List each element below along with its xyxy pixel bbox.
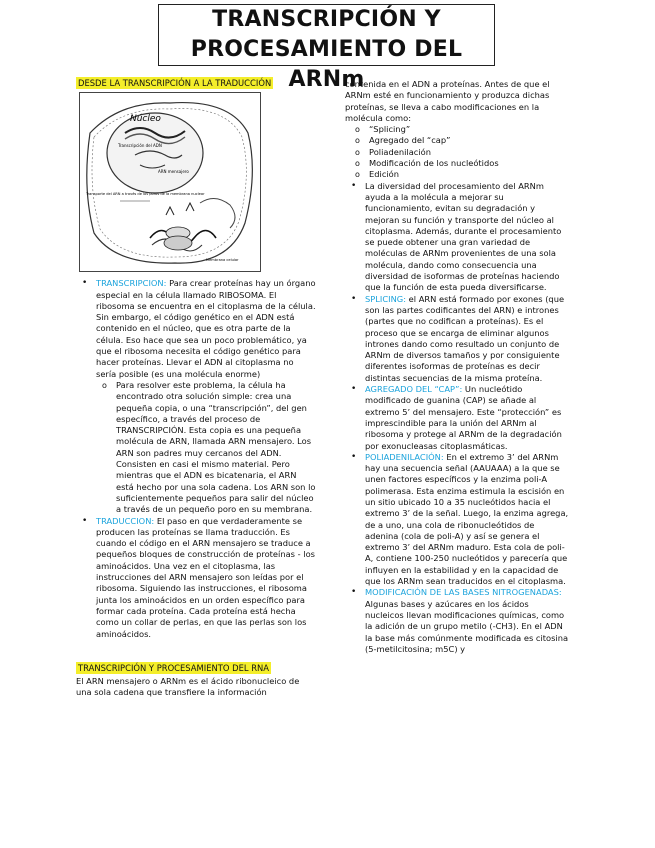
title-line-1: TRANSCRIPCIÓN Y [212, 7, 441, 32]
term-polyadenylation: POLIADENILACIÓN: [365, 451, 444, 462]
label-mrna: ARN mensajero [158, 169, 189, 175]
paragraph-mrna-definition: El ARN mensajero o ARNm es el ácido ribonucleico de una sola cadena que transfiere la información [76, 676, 300, 698]
term-cap: AGREGADO DEL “CAP”: [365, 384, 463, 395]
list-item-base-modification [345, 587, 570, 655]
mod-item-polyadenylation: o Poliadenilación [345, 147, 570, 158]
list-item-cap [345, 384, 570, 452]
left-column [76, 77, 316, 699]
section-heading-processing: TRANSCRIPCIÓN Y PROCESAMIENTO DEL RNA [78, 662, 270, 673]
label-transcription: Transcripción del ADN [118, 143, 162, 149]
text-cap: Un nucleótido modificado de guanina (CAP) se añade al extremo 5’ del mensajero. Este “protección” es imprescindible para la unión del ARNm al ribosoma y protege al ARNm de la degradación por exonucleasas citoplasmáticas. [365, 384, 562, 451]
right-column [345, 79, 570, 655]
list-item-transcription [76, 278, 316, 515]
modifications-list [345, 124, 570, 180]
text-polyadenylation: En el extremo 3’ del ARNm hay una secuencia señal (AAUAAA) a la que se unen factores específicos y la enzima poli-A polimerasa. Esta enzima estimula la escisión en un sitio ubicado 10 a 35 nucleótidos hacia el extremo 3’ de la señal. Luego, la enzima agrega, de a uno, una cola de ribonucleótidos de adenina (cola de poli-A) y así se genera el extremo 3’ del ARNm maduro. Esta cola de poli-A, contiene 100-250 nucleótidos y parecería que influyen en la estabilidad y en la capacidad de que los ARNm sean traducidos en el citoplasma. [365, 451, 569, 587]
label-membrane: Membrana celular [206, 258, 239, 263]
mod-item-cap: o Agregado del “cap” [345, 135, 570, 146]
label-transport: Transporte del ARN a través de los poros de la membrana nuclear [86, 192, 205, 197]
list-item-splicing [345, 294, 570, 384]
nucleus-label: Núcleo [130, 114, 161, 125]
mod-item-editing: o Edición [345, 169, 570, 180]
mod-item-nucleotides: o Modificación de los nucleótidos [345, 158, 570, 169]
list-item-diversity: • La diversidad del procesamiento del ARNm ayuda a la molécula a mejorar su funcionamiento, evitan su degradación y mejoran su función y transporte del núcleo al citoplasma. Además, durante el procesamiento se puede obtener una gran variedad de moléculas de ARNm provenientes de una sola molécula, dando como consecuencia una diversidad de isoformas de proteínas haciendo que la función de esta pueda diversificarse. [345, 181, 570, 294]
mod-item-splicing: o “Splicing” [345, 124, 570, 135]
term-transcription: TRANSCRIPCION: [96, 278, 167, 289]
sub-item-solution: o Para resolver este problema, la célula ha encontrado otra solución simple: crea una pequeña copia, o una “transcripción”, del gen específico, a través del proceso de TRANSCRIPCIÓN. Esta copia es una pequeña molécula de ARN, llamada ARN mensajero. Los ARN son padres muy cercanos del ADN. Consisten en casi el mismo material. Pero mientras que el ADN es bicatenaria, el ARN está hecho por una sola cadena. Los ARN son lo suficientemente pequeños para salir del núcleo a través de un pequeño poro en su membrana. [92, 380, 316, 516]
left-bullet-list [76, 278, 316, 640]
paragraph-continuation: contenida en el ADN a proteínas. Antes de que el ARNm esté en funcionamiento y produzca dichas proteínas, se lleva a cabo modificaciones en la molécula como: [345, 79, 550, 123]
list-item-polyadenylation [345, 452, 570, 588]
cell-diagram-image [79, 92, 261, 272]
title-line-2: PROCESAMIENTO DEL ARNm [190, 37, 463, 92]
text-base-modification: Algunas bases y azúcares en los ácidos nucleicos llevan modificaciones químicas, como la adición de un grupo metilo (-CH3). En el ADN la base más comúnmente modificada es citosina (5-metilcitosina; m5C) y [365, 598, 569, 654]
text-translation: El paso en que verdaderamente se producen las proteínas se llama traducción. Es cuando el código en el ARN mensajero se traduce a pequeños bloques de construcción de proteínas - los aminoácidos. Una vez en el citoplasma, las instrucciones del ARN mensajero son leídas por el ribosoma. Siguiendo las instrucciones, el ribosoma junta los aminoácidos en un orden específico para formar cada proteína. Cada proteína está hecha como un collar de perlas, en que las perlas son los aminoácidos. [96, 515, 315, 639]
term-splicing: SPLICING: [365, 293, 407, 304]
text-splicing: el ARN está formado por exones (que son las partes codificantes del ARN) e intrones (partes que no codifican a proteínas). Es el proceso que se encarga de eliminar algunos intrones dando como resultado un conjunto de ARNm de diversos tamaños y por consiguiente diferentes isoformas de proteínas es decir distintas secuencias de la misma proteína. [365, 293, 565, 383]
right-bullet-list [345, 181, 570, 655]
section-heading-transcription-translation: DESDE LA TRANSCRIPCIÓN A LA TRADUCCIÓN [78, 78, 272, 88]
term-translation: TRADUCCION: [96, 515, 155, 526]
term-base-modification: MODIFICACIÓN DE LAS BASES NITROGENADAS: [365, 587, 562, 598]
text-transcription: Para crear proteínas hay un órgano especial en la célula llamado RIBOSOMA. El ribosoma se encuentra en el citoplasma de la célula. Sin embargo, el código genético en el ADN está contenido en el núcleo, que es otra parte de la célula. Eso hace que sea un poco problemático, ya que el ribosoma necesita el código genético para hacer proteínas. Llevar el ADN al citoplasma no sería posible (es una molécula enorme) [96, 278, 316, 379]
list-item-translation [76, 516, 316, 640]
cell-diagram [80, 93, 260, 271]
